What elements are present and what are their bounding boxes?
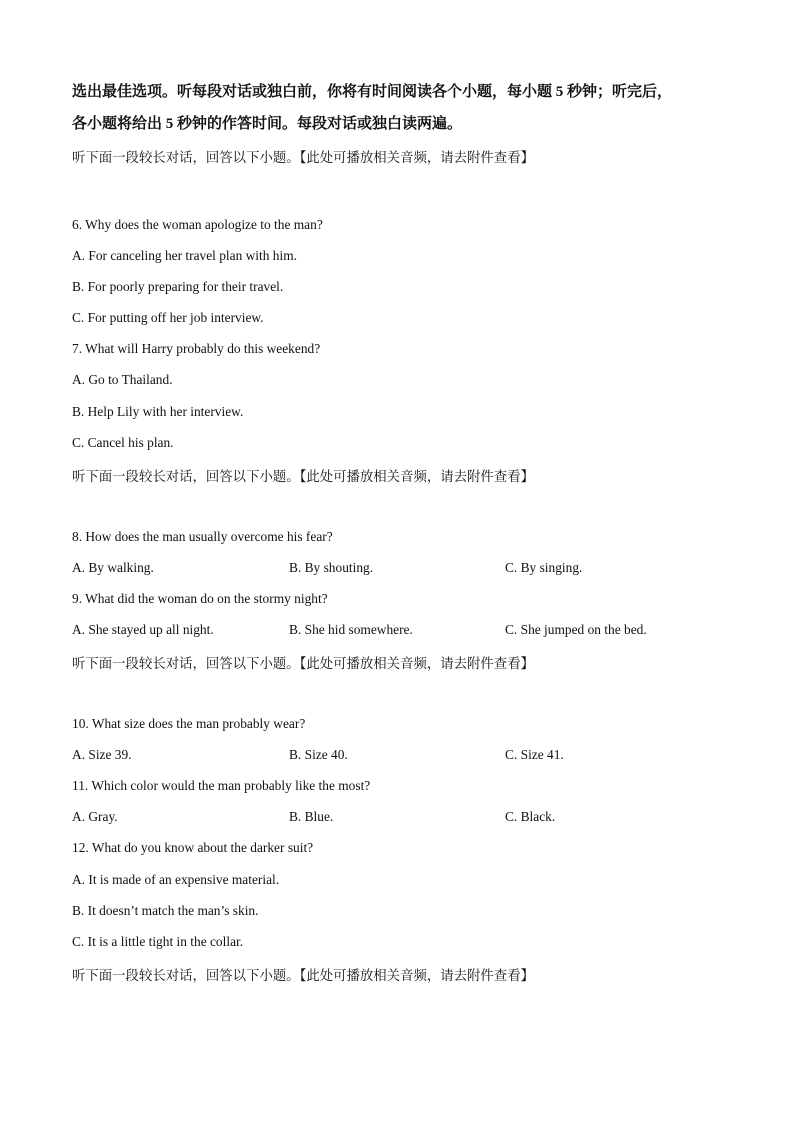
- question-11-option-c: C. Black.: [505, 809, 556, 824]
- question-8-option-b: B. By shouting.: [289, 560, 374, 575]
- question-8-stem: 8. How does the man usually overcome his fear?: [72, 529, 333, 544]
- question-9-option-c: C. She jumped on the bed.: [505, 622, 647, 637]
- question-8-option-a: A. By walking.: [72, 560, 154, 575]
- question-7-stem: 7. What will Harry probably do this weekend?: [72, 341, 321, 356]
- question-10-option-a: A. Size 39.: [72, 747, 132, 762]
- question-12-option-a: A. It is made of an expensive material.: [72, 872, 280, 887]
- question-12-option-b: B. It doesn’t match the man’s skin.: [72, 903, 259, 918]
- question-9-option-a: A. She stayed up all night.: [72, 622, 214, 637]
- instructions-line-2: 各小题将给出 5 秒钟的作答时间。每段对话或独白读两遍。: [72, 116, 463, 132]
- question-12-option-c: C. It is a little tight in the collar.: [72, 934, 244, 949]
- question-6-option-a: A. For canceling her travel plan with him.: [72, 248, 297, 263]
- question-7-option-b: B. Help Lily with her interview.: [72, 404, 244, 419]
- question-11-option-a: A. Gray.: [72, 809, 118, 824]
- instructions-line-1: 选出最佳选项。听每段对话或独白前，你将有时间阅读各个小题，每小题 5 秒钟；听完后，: [72, 84, 673, 100]
- question-6-stem: 6. Why does the woman apologize to the man?: [72, 217, 323, 232]
- question-6-option-c: C. For putting off her job interview.: [72, 310, 264, 325]
- question-10-option-c: C. Size 41.: [505, 747, 564, 762]
- question-11-option-b: B. Blue.: [289, 809, 334, 824]
- question-9-stem: 9. What did the woman do on the stormy night?: [72, 591, 328, 606]
- section-prompt: 听下面一段较长对话，回答以下小题。【此处可播放相关音频，请去附件查看】: [72, 150, 534, 165]
- question-7-option-c: C. Cancel his plan.: [72, 435, 174, 450]
- question-8-option-c: C. By singing.: [505, 560, 583, 575]
- question-11-stem: 11. Which color would the man probably like the most?: [72, 778, 371, 793]
- section-prompt: 听下面一段较长对话，回答以下小题。【此处可播放相关音频，请去附件查看】: [72, 656, 534, 671]
- question-7-option-a: A. Go to Thailand.: [72, 372, 173, 387]
- question-10-option-b: B. Size 40.: [289, 747, 348, 762]
- question-9-option-b: B. She hid somewhere.: [289, 622, 413, 637]
- question-12-stem: 12. What do you know about the darker suit?: [72, 840, 314, 855]
- question-10-stem: 10. What size does the man probably wear?: [72, 716, 306, 731]
- section-prompt: 听下面一段较长对话，回答以下小题。【此处可播放相关音频，请去附件查看】: [72, 469, 534, 484]
- question-6-option-b: B. For poorly preparing for their travel.: [72, 279, 284, 294]
- section-prompt: 听下面一段较长对话，回答以下小题。【此处可播放相关音频，请去附件查看】: [72, 968, 534, 983]
